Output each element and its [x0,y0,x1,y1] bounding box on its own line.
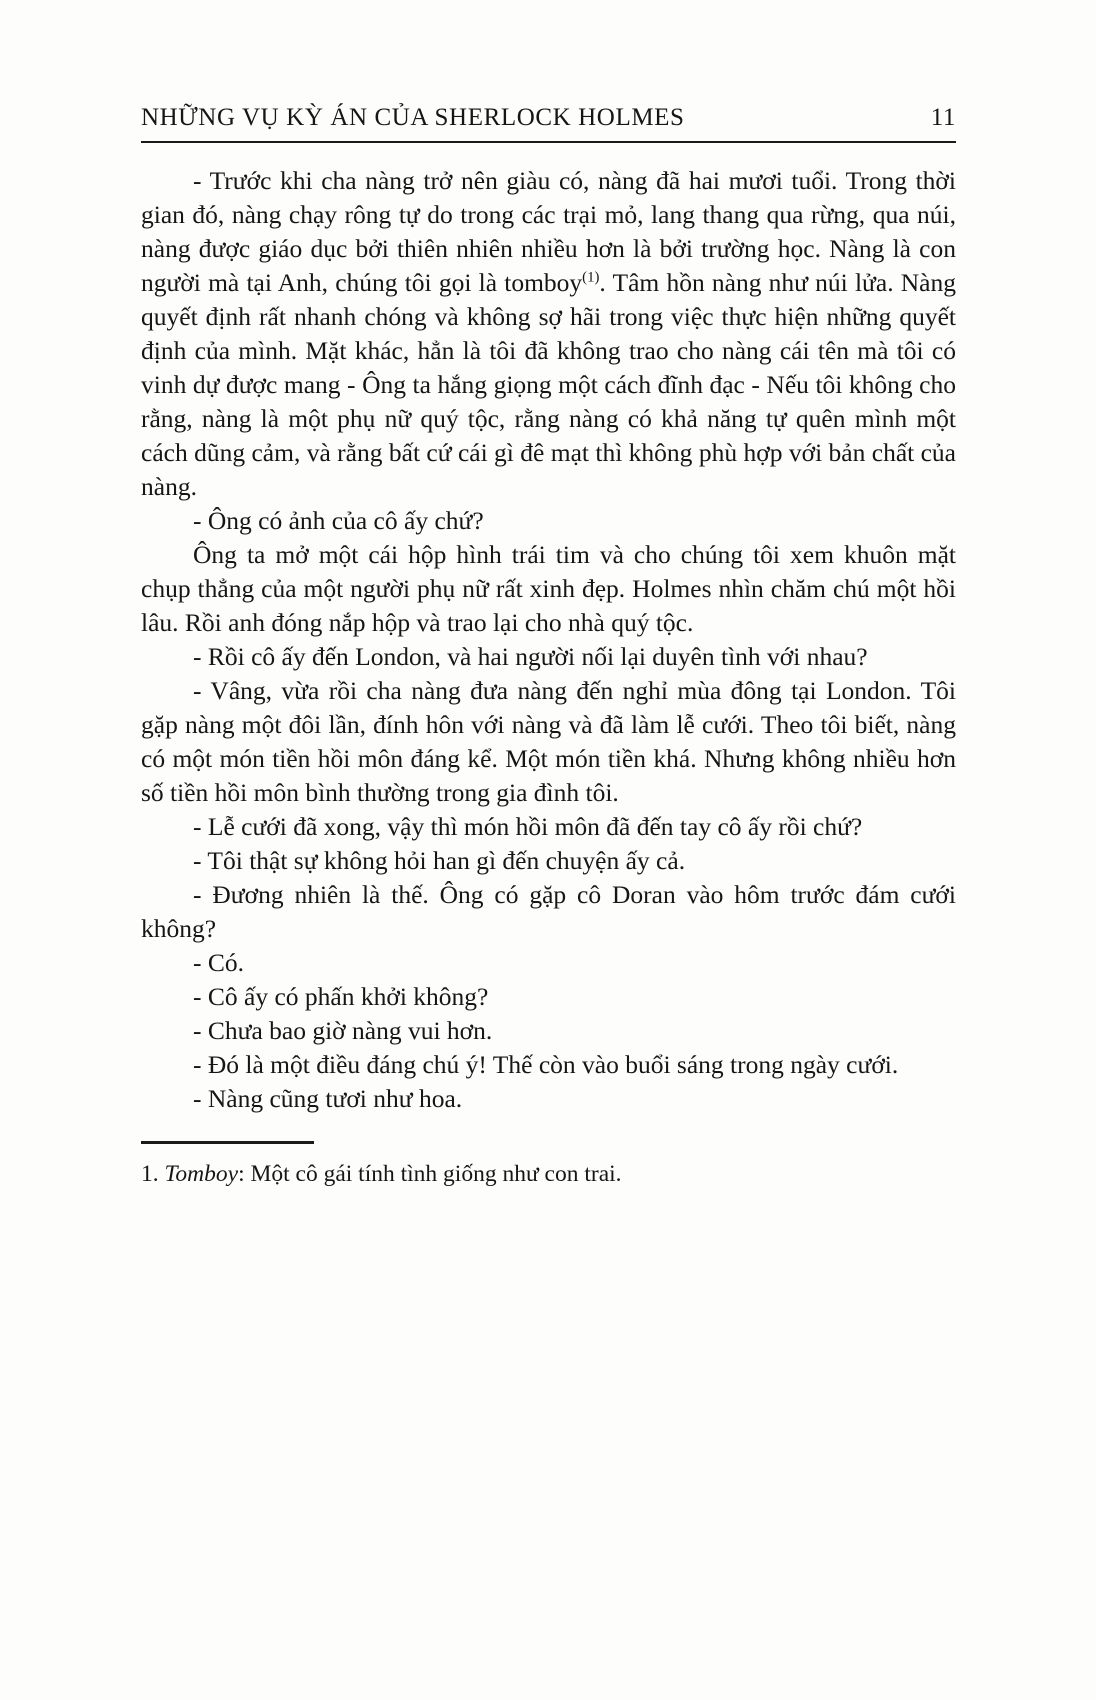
page-number: 11 [930,104,956,131]
paragraph [141,810,956,844]
text-run: - Đó là một điều đáng chú ý! Thế còn vào buổi sáng trong ngày cưới. [193,1050,899,1079]
text-run: Ông ta mở một cái hộp hình trái tim và cho chúng tôi xem khuôn mặt chụp thẳng của một người phụ nữ rất xinh đẹp. Holmes nhìn chăm chú một hồi lâu. Rồi anh đóng nắp hộp và trao lại cho nhà quý tộc. [141,540,956,637]
paragraph [141,1082,956,1116]
footnote-separator [141,1141,314,1144]
text-run: - Chưa bao giờ nàng vui hơn. [193,1016,493,1045]
paragraph [141,674,956,810]
paragraph [141,878,956,946]
paragraph [141,946,956,980]
text-run: - Đương nhiên là thế. Ông có gặp cô Doran vào hôm trước đám cưới không? [141,880,956,943]
text-run: : Một cô gái tính tình giống như con trai. [238,1161,622,1187]
paragraph [141,844,956,878]
text-run: . Tâm hồn nàng như núi lửa. Nàng quyết định rất nhanh chóng và không sợ hãi trong việc thực hiện những quyết định của mình. Mặt khác, hẳn là tôi đã không trao cho nàng cái tên mà tôi có vinh dự được mang - Ông ta hắng giọng một cách đĩnh đạc - Nếu tôi không cho rằng, nàng là một phụ nữ quý tộc, rằng nàng có khả năng tự quên mình một cách dũng cảm, và rằng bất cứ cái gì đê mạt thì không phù hợp với bản chất của nàng. [141,268,956,501]
paragraph [141,1048,956,1082]
paragraph [141,164,956,504]
footnote [141,1159,956,1190]
page-body [141,164,956,1116]
text-run: - Nàng cũng tươi như hoa. [193,1084,463,1113]
text-run: - Rồi cô ấy đến London, và hai người nối lại duyên tình với nhau? [193,642,868,671]
text-run: - Tôi thật sự không hỏi han gì đến chuyện ấy cả. [193,846,686,875]
text-run: - Có. [193,948,244,977]
page-header [141,104,956,143]
paragraph [141,640,956,674]
text-run: 1. [141,1161,165,1187]
paragraph [141,538,956,640]
text-run: - Vâng, vừa rồi cha nàng đưa nàng đến nghỉ mùa đông tại London. Tôi gặp nàng một đôi lần, đính hôn với nàng và đã làm lễ cưới. Theo tôi biết, nàng có một món tiền hồi môn đáng kể. Một món tiền khá. Nhưng không nhiều hơn số tiền hồi môn bình thường trong gia đình tôi. [141,676,956,807]
footnote-reference: (1) [582,269,600,286]
paragraph [141,1014,956,1048]
paragraph [141,504,956,538]
running-header-title: NHỮNG VỤ KỲ ÁN CỦA SHERLOCK HOLMES [141,104,685,131]
italic-term: Tomboy [164,1161,239,1187]
text-run: - Trước khi cha nàng trở nên giàu có, nàng đã hai mươi tuổi. Trong thời gian đó, nàng chạy rông tự do trong các trại mỏ, lang thang qua rừng, qua núi, nàng được giáo dục bởi thiên nhiên nhiều hơn là bởi trường học. Nàng là con người mà tại Anh, chúng tôi gọi là tomboy [141,166,956,297]
paragraph [141,980,956,1014]
text-run: - Ông có ảnh của cô ấy chứ? [193,506,484,535]
text-run: - Lễ cưới đã xong, vậy thì món hồi môn đã đến tay cô ấy rồi chứ? [193,812,863,841]
text-run: - Cô ấy có phấn khởi không? [193,982,489,1011]
